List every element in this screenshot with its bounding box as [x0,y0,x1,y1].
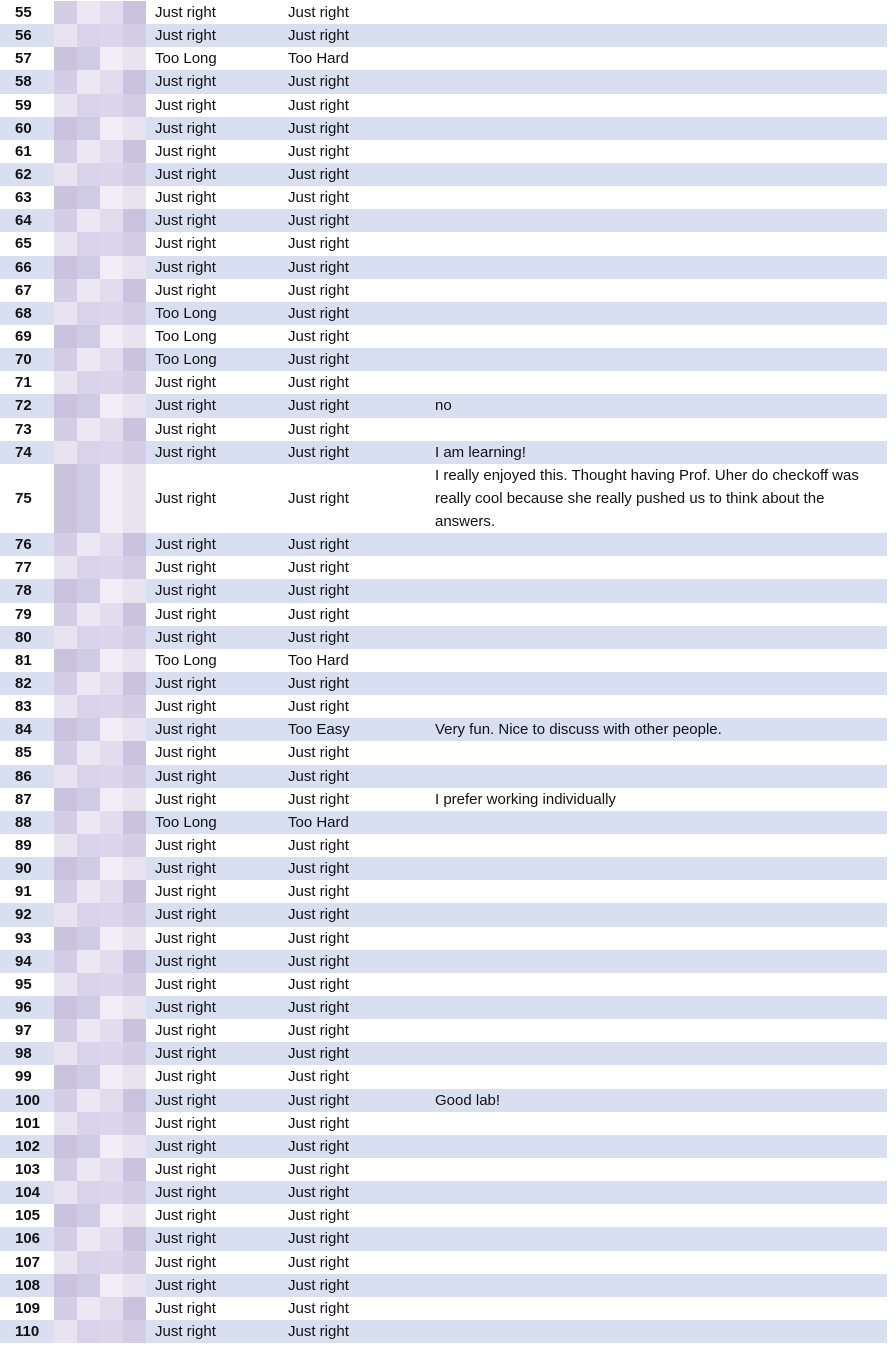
redacted-cell [54,464,146,533]
difficulty-rating: Just right [288,1114,349,1132]
length-rating: Just right [155,1322,216,1340]
difficulty-rating: Just right [288,142,349,160]
length-rating: Just right [155,906,216,924]
difficulty-rating: Just right [288,929,349,947]
row-number: 84 [15,721,32,739]
length-rating: Just right [155,1091,216,1109]
redacted-cell [54,1112,146,1135]
redacted-cell [54,1181,146,1204]
length-rating: Just right [155,142,216,160]
difficulty-rating: Just right [288,96,349,114]
redacted-cell [54,533,146,556]
redacted-cell [54,880,146,903]
table-row [0,325,887,348]
length-rating: Just right [155,443,216,461]
redacted-cell [54,1274,146,1297]
length-rating: Just right [155,860,216,878]
row-number: 68 [15,304,32,322]
difficulty-rating: Just right [288,1161,349,1178]
row-number: 94 [15,952,32,970]
difficulty-rating: Just right [288,605,349,623]
difficulty-rating: Too Easy [288,721,350,739]
redacted-cell [54,302,146,325]
redacted-cell [54,1042,146,1065]
difficulty-rating: Just right [288,212,349,230]
length-rating: Just right [155,837,216,855]
table-row [0,811,887,834]
row-number: 74 [15,443,32,461]
redacted-cell [54,788,146,811]
length-rating: Too Long [155,351,217,369]
length-rating: Just right [155,744,216,762]
row-number: 83 [15,698,32,716]
redacted-cell [54,672,146,695]
redacted-cell [54,1251,146,1274]
redacted-cell [54,256,146,279]
difficulty-rating: Just right [288,165,349,183]
redacted-cell [54,834,146,857]
difficulty-rating: Just right [288,443,349,461]
length-rating: Just right [155,698,216,716]
redacted-cell [54,1320,146,1343]
difficulty-rating: Just right [288,582,349,600]
difficulty-rating: Just right [288,1045,349,1063]
length-rating: Just right [155,559,216,577]
redacted-cell [54,163,146,186]
comment: no [435,397,452,415]
redacted-cell [54,556,146,579]
difficulty-rating: Just right [288,744,349,762]
redacted-cell [54,741,146,764]
length-rating: Just right [155,73,216,91]
table-row [0,649,887,672]
row-number: 108 [15,1276,41,1294]
redacted-cell [54,70,146,93]
redacted-cell [54,603,146,626]
redacted-cell [54,325,146,348]
difficulty-rating: Just right [288,1299,349,1317]
table-row [0,94,887,117]
length-rating: Just right [155,235,216,253]
redacted-cell [54,765,146,788]
row-number: 97 [15,1022,32,1040]
row-number: 75 [15,489,32,507]
difficulty-rating: Just right [288,767,349,785]
table-row [0,1158,887,1181]
row-number: 93 [15,929,32,947]
row-number: 78 [15,582,32,600]
length-rating: Just right [155,189,216,207]
table-row [0,1065,887,1088]
table-row [0,718,887,741]
row-number: 106 [15,1230,41,1248]
row-number: 105 [15,1207,41,1225]
table-row [0,232,887,255]
redacted-cell [54,996,146,1019]
redacted-cell [54,579,146,602]
row-number: 101 [15,1114,41,1132]
redacted-cell [54,418,146,441]
row-number: 103 [15,1161,41,1178]
comment: I prefer working individually [435,790,616,808]
row-number: 61 [15,142,32,160]
length-rating: Just right [155,582,216,600]
difficulty-rating: Just right [288,1022,349,1040]
row-number: 72 [15,397,32,415]
length-rating: Just right [155,258,216,276]
row-number: 104 [15,1184,41,1202]
difficulty-rating: Just right [288,374,349,392]
difficulty-rating: Just right [288,327,349,345]
length-rating: Just right [155,536,216,554]
table-row [0,1089,887,1112]
table-row [0,371,887,394]
row-number: 99 [15,1068,32,1086]
row-number: 57 [15,50,32,68]
difficulty-rating: Just right [288,73,349,91]
difficulty-rating: Just right [288,119,349,137]
row-number: 109 [15,1299,41,1317]
row-number: 67 [15,281,32,299]
comment: I am learning! [435,443,526,461]
length-rating: Just right [155,1045,216,1063]
length-rating: Just right [155,212,216,230]
length-rating: Too Long [155,327,217,345]
redacted-cell [54,903,146,926]
redacted-cell [54,811,146,834]
row-number: 66 [15,258,32,276]
difficulty-rating: Just right [288,1184,349,1202]
table-row [0,394,887,417]
length-rating: Just right [155,721,216,739]
row-number: 59 [15,96,32,114]
row-number: 90 [15,860,32,878]
row-number: 80 [15,628,32,646]
table-row [0,418,887,441]
table-row [0,741,887,764]
redacted-cell [54,1227,146,1250]
row-number: 107 [15,1253,41,1271]
redacted-cell [54,1,146,24]
difficulty-rating: Just right [288,489,349,507]
table-row [0,186,887,209]
difficulty-rating: Too Hard [288,651,349,669]
table-row [0,533,887,556]
length-rating: Just right [155,605,216,623]
difficulty-rating: Just right [288,304,349,322]
difficulty-rating: Just right [288,27,349,45]
table-row [0,117,887,140]
row-number: 55 [15,4,32,21]
length-rating: Just right [155,1253,216,1271]
row-number: 71 [15,374,32,392]
redacted-cell [54,279,146,302]
table-row [0,973,887,996]
comment: Good lab! [435,1091,501,1109]
table-row [0,24,887,47]
length-rating: Just right [155,281,216,299]
row-number: 63 [15,189,32,207]
table-row [0,927,887,950]
table-row [0,47,887,70]
comment: Very fun. Nice to discuss with other people. [435,721,722,739]
length-rating: Just right [155,628,216,646]
difficulty-rating: Just right [288,628,349,646]
redacted-cell [54,950,146,973]
table-row [0,834,887,857]
survey-table [0,1,887,1343]
redacted-cell [54,857,146,880]
length-rating: Just right [155,1230,216,1248]
redacted-cell [54,371,146,394]
table-row [0,903,887,926]
length-rating: Too Long [155,813,217,831]
redacted-cell [54,1158,146,1181]
length-rating: Just right [155,96,216,114]
difficulty-rating: Just right [288,235,349,253]
row-number: 88 [15,813,32,831]
difficulty-rating: Just right [288,999,349,1017]
length-rating: Just right [155,1276,216,1294]
row-number: 96 [15,999,32,1017]
table-row [0,672,887,695]
table-row [0,302,887,325]
length-rating: Just right [155,952,216,970]
row-number: 110 [15,1322,40,1340]
row-number: 65 [15,235,32,253]
redacted-cell [54,1019,146,1042]
row-number: 81 [15,651,32,669]
table-row [0,556,887,579]
redacted-cell [54,209,146,232]
difficulty-rating: Just right [288,258,349,276]
table-row [0,880,887,903]
table-row [0,695,887,718]
length-rating: Too Long [155,651,217,669]
table-row [0,163,887,186]
difficulty-rating: Just right [288,1207,349,1225]
table-row [0,1320,887,1343]
length-rating: Just right [155,374,216,392]
table-row [0,579,887,602]
length-rating: Just right [155,1184,216,1202]
table-row [0,209,887,232]
table-row [0,279,887,302]
redacted-cell [54,394,146,417]
redacted-cell [54,232,146,255]
table-row [0,857,887,880]
row-number: 76 [15,536,32,554]
table-row [0,603,887,626]
row-number: 102 [15,1137,41,1155]
difficulty-rating: Just right [288,397,349,415]
length-rating: Just right [155,397,216,415]
table-row [0,1019,887,1042]
table-row [0,1297,887,1320]
row-number: 62 [15,165,32,183]
difficulty-rating: Just right [288,860,349,878]
table-row [0,1042,887,1065]
redacted-cell [54,140,146,163]
difficulty-rating: Just right [288,906,349,924]
difficulty-rating: Just right [288,698,349,716]
row-number: 73 [15,420,32,438]
redacted-cell [54,94,146,117]
table-row [0,1181,887,1204]
difficulty-rating: Just right [288,4,349,21]
redacted-cell [54,117,146,140]
difficulty-rating: Just right [288,189,349,207]
table-row [0,256,887,279]
difficulty-rating: Just right [288,952,349,970]
row-number: 77 [15,559,32,577]
table-row [0,464,887,533]
difficulty-rating: Just right [288,837,349,855]
row-number: 98 [15,1045,32,1063]
length-rating: Just right [155,27,216,45]
table-row [0,441,887,464]
row-number: 85 [15,744,32,762]
difficulty-rating: Just right [288,790,349,808]
row-number: 82 [15,675,32,693]
length-rating: Just right [155,165,216,183]
redacted-cell [54,626,146,649]
length-rating: Just right [155,999,216,1017]
table-row [0,348,887,371]
table-row [0,1251,887,1274]
length-rating: Just right [155,4,216,21]
row-number: 60 [15,119,32,137]
table-row [0,1135,887,1158]
length-rating: Just right [155,975,216,993]
table-row [0,70,887,93]
redacted-cell [54,1065,146,1088]
length-rating: Just right [155,1161,216,1178]
row-number: 89 [15,837,32,855]
difficulty-rating: Too Hard [288,50,349,68]
redacted-cell [54,47,146,70]
row-number: 70 [15,351,32,369]
table-row [0,1204,887,1227]
comment: I really enjoyed this. Thought having Prof. Uher do checkoff was really cool because she really pushed us to think about the answers. [435,466,859,531]
difficulty-rating: Just right [288,1253,349,1271]
length-rating: Just right [155,420,216,438]
redacted-cell [54,695,146,718]
table-row [0,1112,887,1135]
length-rating: Just right [155,1068,216,1086]
row-number: 69 [15,327,32,345]
length-rating: Just right [155,1207,216,1225]
table-row [0,140,887,163]
table-row [0,1274,887,1297]
table-row [0,626,887,649]
row-number: 58 [15,73,32,91]
length-rating: Just right [155,119,216,137]
length-rating: Just right [155,1299,216,1317]
redacted-cell [54,718,146,741]
difficulty-rating: Just right [288,975,349,993]
table-row [0,950,887,973]
row-number: 91 [15,883,32,901]
redacted-cell [54,441,146,464]
row-number: 64 [15,212,32,230]
length-rating: Just right [155,1114,216,1132]
length-rating: Just right [155,1137,216,1155]
difficulty-rating: Just right [288,1068,349,1086]
redacted-cell [54,1135,146,1158]
length-rating: Just right [155,790,216,808]
redacted-cell [54,186,146,209]
length-rating: Just right [155,1022,216,1040]
difficulty-rating: Just right [288,1137,349,1155]
redacted-cell [54,973,146,996]
difficulty-rating: Just right [288,1230,349,1248]
table-row [0,788,887,811]
difficulty-rating: Just right [288,420,349,438]
redacted-cell [54,1089,146,1112]
table-row [0,765,887,788]
difficulty-rating: Just right [288,1276,349,1294]
length-rating: Just right [155,489,216,507]
length-rating: Just right [155,767,216,785]
redacted-cell [54,927,146,950]
length-rating: Too Long [155,304,217,322]
redacted-cell [54,348,146,371]
length-rating: Just right [155,675,216,693]
difficulty-rating: Too Hard [288,813,349,831]
length-rating: Too Long [155,50,217,68]
difficulty-rating: Just right [288,675,349,693]
length-rating: Just right [155,929,216,947]
row-number: 100 [15,1091,41,1109]
row-number: 92 [15,906,32,924]
difficulty-rating: Just right [288,1091,349,1109]
row-number: 86 [15,767,32,785]
difficulty-rating: Just right [288,536,349,554]
row-number: 87 [15,790,32,808]
table-row [0,996,887,1019]
redacted-cell [54,1297,146,1320]
difficulty-rating: Just right [288,559,349,577]
redacted-cell [54,1204,146,1227]
table-row [0,1,887,24]
redacted-cell [54,24,146,47]
row-number: 56 [15,27,32,45]
difficulty-rating: Just right [288,883,349,901]
length-rating: Just right [155,883,216,901]
difficulty-rating: Just right [288,281,349,299]
row-number: 95 [15,975,32,993]
redacted-cell [54,649,146,672]
difficulty-rating: Just right [288,1322,349,1340]
difficulty-rating: Just right [288,351,349,369]
table-row [0,1227,887,1250]
row-number: 79 [15,605,32,623]
